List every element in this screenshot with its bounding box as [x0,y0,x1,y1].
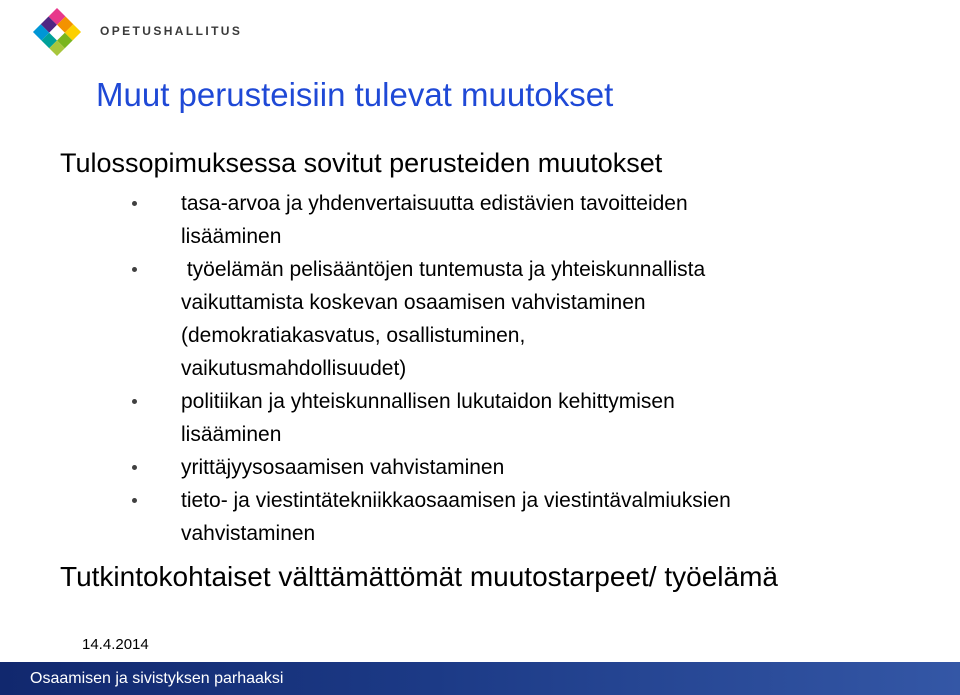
bullet-line: (demokratiakasvatus, osallistuminen, [181,324,526,347]
bullet-line: yrittäjyysosaamisen vahvistaminen [181,456,505,479]
bullet-line: lisääminen [181,423,282,446]
bullet-dot-icon [132,399,137,404]
footer-bar [0,662,960,695]
bullet-dot-icon [132,498,137,503]
slide-title: Muut perusteisiin tulevat muutokset [96,76,614,113]
bullet-line: vaikutusmahdollisuudet) [181,357,407,380]
section-heading-tutkintokohtaiset: Tutkintokohtaiset välttämättömät muutostarpeet/ työelämä [60,561,778,592]
bullet-line: politiikan ja yhteiskunnallisen lukutaidon kehittymisen [181,390,675,413]
brand-name: OPETUSHALLITUS [100,24,243,38]
bullet-dot-icon [132,201,137,206]
bullet-item [0,451,960,484]
bullet-dot-icon [132,465,137,470]
bullet-line: vahvistaminen [181,522,316,545]
opetushallitus-logo-icon [30,5,84,59]
section-heading-tulossopimus: Tulossopimuksessa sovitut perusteiden muutokset [60,148,663,178]
bullet-item [0,484,960,550]
bullet-line: tasa-arvoa ja yhdenvertaisuutta edistävien tavoitteiden [181,192,688,215]
bullet-list [0,187,960,550]
bullet-line: tieto- ja viestintätekniikkaosaamisen ja viestintävalmiuksien [181,489,731,512]
bullet-item [0,253,960,385]
bullet-line: lisääminen [181,225,282,248]
bullet-line: työelämän pelisääntöjen tuntemusta ja yhteiskunnallista [181,258,706,281]
footer-slogan: Osaamisen ja sivistyksen parhaaksi [30,670,284,687]
bullet-dot-icon [132,267,137,272]
bullet-item [0,187,960,253]
bullet-item [0,385,960,451]
bullet-line: vaikuttamista koskevan osaamisen vahvistaminen [181,291,646,314]
slide-date: 14.4.2014 [82,636,149,653]
